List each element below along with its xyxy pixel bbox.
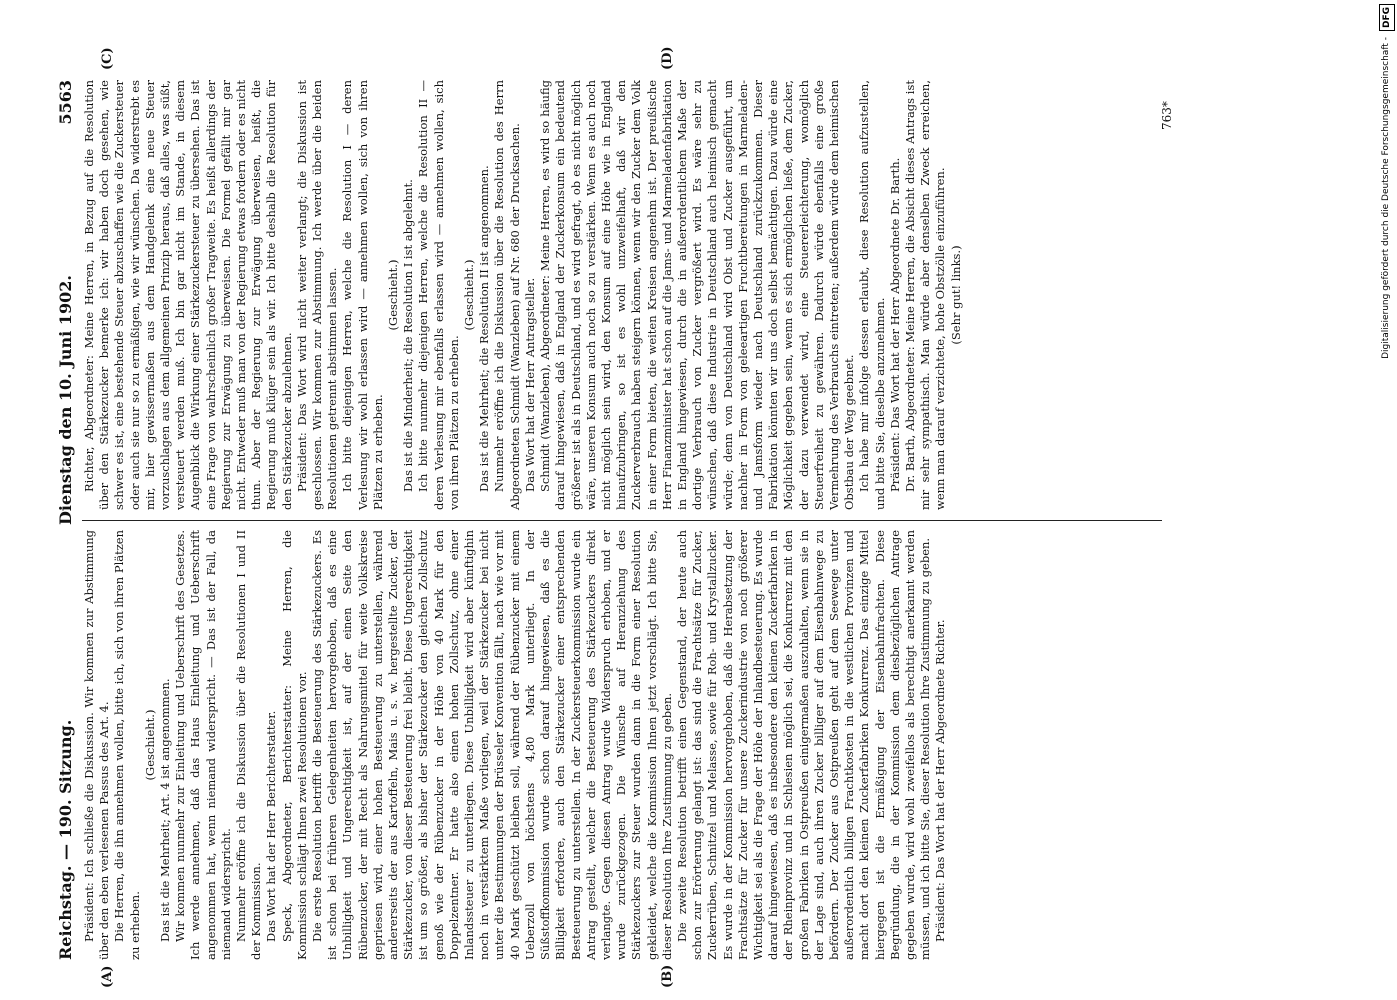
paragraph: Nunmehr eröffne ich die Diskussion über die Resolutionen I und II der Kommission. [234, 530, 264, 960]
paragraph: Die zweite Resolution betrifft einen Gegenstand, der heute auch schon zur Erörterung gelangt ist: das sind die Frachtsätze für Zucker, Zuckerrüben, Schnitzel und Melasse, sowie für Roh- und Krystallzucker. Es wurde in der Kommission hervorgehoben, daß die Herabsetzung der Frachtsätze für Zucker für unsere Zuckerindustrie von noch größerer Wichtigkeit sei als die Frage der Höhe der Inlandbesteuerung. Es wurde darauf hingewiesen, daß es insbesondere den kleinen Zuckerfabriken in der Rheinprovinz und in Schlesien möglich sei, die Konkurrenz mit den großen Fabriken in Ostpreußen einigermaßen auszuhalten, wenn sie in der Lage sind, auch ihren Zucker billiger auf dem Eisenbahnwege zu befördern. Der Zucker aus Ostpreußen geht auf dem Seewege unter außerordentlich billigen Frachtkosten in die westlichen Provinzen und macht dort den kleinen Zuckerfabriken Konkurrenz. Das einzige Mittel hiergegen ist die Ermäßigung der Eisenbahnfrachten. Diese Begründung, die in der Kommission dem diesbezüglichen Antrage gegeben wurde, wird wohl zweifellos als berechtigt anerkannt werden müssen, und ich bitte Sie, dieser Resolution Ihre Zustimmung zu geben. [674, 530, 933, 960]
paragraph: Präsident: Das Wort hat der Herr Abgeordnete Richter. [933, 619, 948, 942]
digitization-credit [1375, 0, 1397, 1000]
paragraph: Ich bitte nunmehr diejenigen Herren, welche die Resolution II — deren Verlesung mir ebenfalls erlassen wird — annehmen wollen, sich von ihren Plätzen zu erheben. [416, 80, 461, 510]
text-columns [82, 80, 1162, 960]
dfg-logo-icon: DFG [1379, 4, 1395, 31]
paragraph: Die Herren, die ihn annehmen wollen, bitte ich, sich von ihren Plätzen zu erheben. [112, 530, 142, 960]
right-column [82, 80, 1162, 510]
paragraph: Präsident: Das Wort wird nicht weiter verlangt; die Diskussion ist geschlossen. Wir kommen zur Abstimmung. Ich werde über die beiden Resolutionen getrennt abstimmen lassen. [294, 80, 340, 510]
header-left: Reichstag. — 190. Sitzung. [55, 719, 75, 960]
paragraph: (Geschieht.) [462, 259, 477, 331]
left-column [82, 530, 1162, 960]
page-number: 5563 [55, 80, 75, 125]
paragraph: (Sehr gut! links.) [948, 245, 963, 345]
paragraph: Dr. Barth, Abgeordneter: Meine Herren, die Absicht dieses Antrags ist mir sehr sympathisch. Man würde aber denselben Zweck erreichen, wenn man darauf verzichtete, hohe Obstzölle einzuführen. [902, 80, 948, 510]
paragraph: Wir kommen nunmehr zur Einleitung und Ueberschrift des Gesetzes. Ich werde annehmen, daß das Haus Einleitung und Ueberschrift angenommen hat, wenn niemand widerspricht. — Das ist der Fall, da niemand widerspricht. [173, 530, 233, 960]
paragraph: Präsident: Das Wort hat der Herr Abgeordnete Dr. Barth. [887, 157, 902, 492]
page-content [40, 30, 1360, 988]
column-divider [82, 510, 1162, 530]
paragraph: Das ist die Mehrheit; die Resolution II ist angenommen. [477, 165, 492, 492]
paragraph: Nunmehr eröffne ich die Diskussion über die Resolution des Herrn Abgeordneten Schmidt (Wanzleben) auf Nr. 680 der Drucksachen. [492, 80, 522, 510]
paragraph: Das ist die Mehrheit; Art. 4 ist angenommen. [158, 678, 173, 942]
credit-text: Digitalisierung gefördert durch die Deutsche Forschungsgemeinschaft - [1381, 37, 1391, 359]
paragraph: Ich habe mir infolge dessen erlaubt, diese Resolution aufzustellen, und bitte Sie, dieselbe anzunehmen. [857, 80, 887, 510]
sheet-number: 763* [1160, 101, 1174, 130]
marker-d: (D) [660, 46, 675, 70]
page-header [50, 80, 80, 960]
paragraph: Ich bitte diejenigen Herren, welche die Resolution I — deren Verlesung wir wohl erlassen wird — annehmen wollen, sich von ihren Plätzen zu erheben. [340, 80, 385, 510]
paragraph: Schmidt (Wanzleben), Abgeordneter: Meine Herren, es wird so häufig darauf hingewiesen, daß in England der Zuckerkonsum ein bedeutend größerer ist als in Deutschland, und es wird gefragt, ob es nicht möglich wäre, unseren Konsum auch noch so zu verstärken. Wenn es auch noch nicht möglich sein wird, den Konsum auf eine Höhe wie in England hinaufzubringen, so ist es wohl unzweifelhaft, daß wir den Zuckerverbrauch haben steigern können, wenn wir den Zucker dem Volk in einer Form bieten, die weiten Kreisen angenehm ist. Der preußische Herr Finanzminister hat schon auf die Jams- und Marmeladenfabrikation in England hingewiesen, durch die in außerordentlichem Maße der dortige Verbrauch von Zucker vergrößert wird. Es wäre sehr zu wünschen, daß diese Industrie in Deutschland auch heimisch gemacht würde; denn von Deutschland wird Obst und Zucker ausgeführt, um nachher in Form von geleeartigen Fruchtbereitungen in Marmeladen- und Jamsform wieder nach Deutschland zurückzukommen. Dieser Fabrikation könnten wir uns doch selbst bemächtigen. Dazu würde eine Möglichkeit gegeben sein, wenn es sich ermöglichen ließe, dem Zucker, der dazu verwendet wird, eine Steuererleichterung, womöglich Steuerfreiheit zu gewähren. Dadurch würde ebenfalls eine große Vermehrung des Verbrauchs eintreten; außerdem würde dem heimischen Obstbau der Weg geebnet. [538, 80, 857, 510]
paragraph: Richter, Abgeordneter: Meine Herren, in Bezug auf die Resolution über den Stärkezucker bemerke ich: wir haben doch gesehen, wie schwer es ist, eine bestehende Steuer abzuschaffen wie die Zuckersteuer oder auch sie nur so zu ermäßigen, wie wir wünschen. Da widerstrebt es mir, hier gewissermaßen aus dem Handgelenk eine neue Steuer vorzuschlagen aus dem allgemeinen Prinzip heraus, daß alles, was süßt, versteuert werden muß. Ich bin gar nicht im Stande, in diesem Augenblick die Wirkung einer Stärkezuckersteuer zu übersehen. Das ist eine Frage von wahrscheinlich großer Tragweite. Es heißt allerdings der Regierung zur Erwägung zu überweisen. Die Formel gefällt mir gar nicht. Entweder muß man von der Regierung etwas fordern oder es nicht thun. Aber der Regierung zur Erwägung überweisen, heißt, die Regierung muß klüger sein als wir. Ich bitte deshalb die Resolution für den Stärkezucker abzulehnen. [82, 80, 294, 510]
paragraph: Die erste Resolution betrifft die Besteuerung des Stärkezuckers. Es ist schon bei früheren Gelegenheiten hervorgehoben, daß es eine Unbilligkeit und Ungerechtigkeit ist, auf der einen Seite den Rübenzucker, der mit Recht als Nahrungsmittel für weite Volkskreise gepriesen wird, einer hohen Besteuerung zu unterstellen, während andererseits der aus Kartoffeln, Mais u. s. w. hergestellte Zucker, der Stärkezucker, von dieser Besteuerung frei bleibt. Diese Ungerechtigkeit ist um so größer, als bisher der Stärkezucker den gleichen Zollschutz genoß wie der Rübenzucker in der Höhe von 40 Mark für den Doppelzentner. Er hatte also einen hohen Zollschutz, ohne einer Inlandssteuer zu unterliegen. Diese Unbilligkeit wird aber künftighin noch in verstärktem Maße vorliegen, weil der Stärkezucker bei nicht unter die Bestimmungen der Brüsseler Konvention fällt, nach wie vor mit 40 Mark geschützt bleiben soll, während der Rübenzucker mit einem Ueberzoll von höchstens 4,80 Mark unterliegt. In der Süßstoffkommission wurde schon darauf hingewiesen, daß es die Billigkeit erfordere, auch den Stärkezucker einer entsprechenden Besteuerung zu unterstellen. In der Zuckersteuerkommission wurde ein Antrag gestellt, welcher die Besteuerung des Stärkezuckers direkt verlangte. Gegen diesen Antrag wurde Widerspruch erhoben, und er wurde zurückgezogen. Die Wünsche auf Heranziehung des Stärkezuckers zur Steuer wurden dann in die Form einer Resolution gekleidet, welche die Kommission Ihnen jetzt vorschlägt. Ich bitte Sie, dieser Resolution Ihre Zustimmung zu geben. [310, 530, 674, 960]
marker-b: (B) [660, 964, 675, 988]
paragraph: Das ist die Minderheit; die Resolution I ist abgelehnt. [401, 179, 416, 492]
paragraph: Das Wort hat der Herr Antragsteller. [522, 277, 537, 492]
paragraph: (Geschieht.) [386, 259, 401, 331]
header-date: Dienstag den 10. Juni 1902. [55, 275, 75, 525]
paragraph: Das Wort hat der Herr Berichterstatter. [264, 710, 279, 942]
marker-a: (A) [100, 965, 115, 988]
paragraph: Präsident: Ich schließe die Diskussion. Wir kommen zur Abstimmung über den eben verlesenen Passus des Art. 4. [82, 530, 112, 960]
paragraph: (Geschieht.) [142, 709, 157, 781]
paragraph: Speck, Abgeordneter, Berichterstatter: Meine Herren, die Kommission schlägt Ihnen zwei Resolutionen vor. [279, 530, 309, 960]
marker-c: (C) [100, 47, 115, 70]
